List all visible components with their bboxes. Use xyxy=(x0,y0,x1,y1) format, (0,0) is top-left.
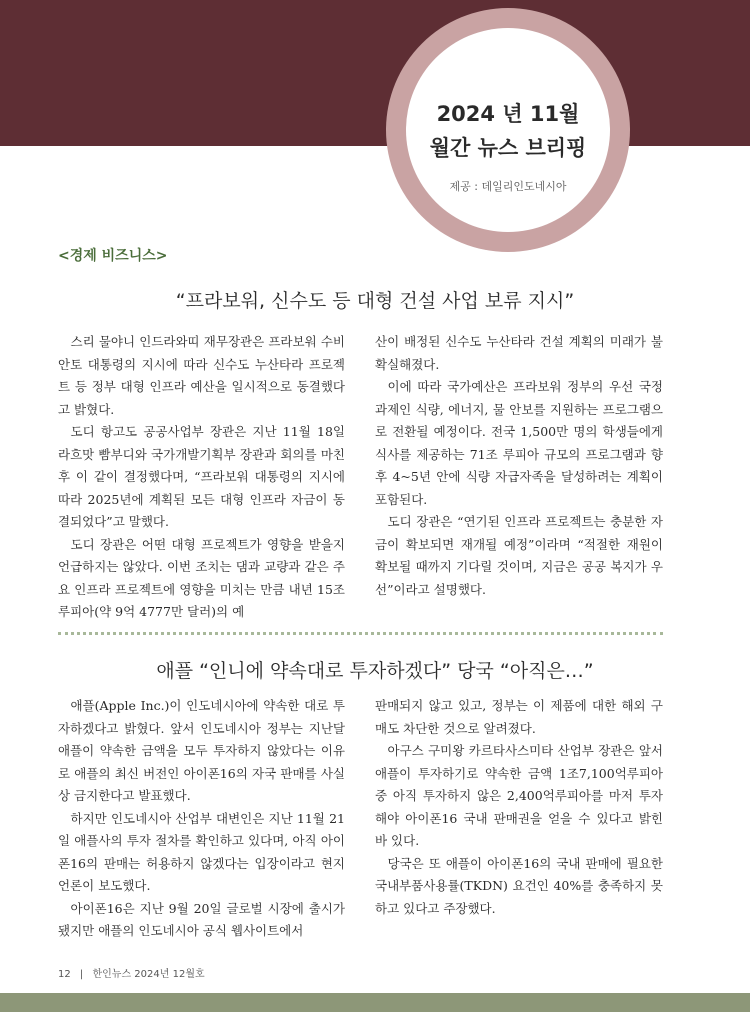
page-number: 12 xyxy=(58,969,71,980)
page-footer xyxy=(58,965,205,980)
article2-left-column xyxy=(58,695,345,943)
article2-right-column xyxy=(375,695,663,920)
article1-paragraph: 이에 따라 국가예산은 프라보워 정부의 우선 국정과제인 식량, 에너지, 물 안보를 지원하는 프로그램으로 전환될 예정이다. 전국 1,500만 명의 학생들에게 식사를 제공하는 71조 루피아 규모의 프로그램과 향후 4~5년 안에 식량 자급자족을 달성하려는 계획이 포함된다. xyxy=(375,379,663,507)
footer-separator: | xyxy=(79,969,84,980)
badge-title-line2: 월간 뉴스 브리핑 xyxy=(429,136,587,160)
article2-paragraph: 애플(Apple Inc.)이 인도네시아에 약속한 대로 투자하겠다고 밝혔다. 앞서 인도네시아 정부는 지난달 애플이 약속한 금액을 모두 투자하지 않았다는 이유로 애플의 최신 버전인 아이폰16의 자국 판매를 사실상 금지한다고 발표했다. xyxy=(58,698,345,803)
article1-paragraph: 도디 장관은 “연기된 인프라 프로젝트는 충분한 자금이 확보되면 재개될 예정”이라며 “적절한 재원이 확보될 때까지 기다릴 것이며, 지금은 공공 복지가 우선”이라고 설명했다. xyxy=(375,514,663,597)
section-divider xyxy=(58,632,663,635)
article1-paragraph: 스리 물야니 인드라와띠 재무장관은 프라보워 수비안토 대통령의 지시에 따라 신수도 누산타라 프로젝트 등 정부 대형 인프라 예산을 일시적으로 동결했다고 밝혔다. xyxy=(58,334,345,417)
footer-band xyxy=(0,993,750,1012)
article1-right-column xyxy=(375,331,663,601)
section-label: <경제 비즈니스> xyxy=(58,248,168,264)
article1-left-column xyxy=(58,331,345,624)
article1-headline: “프라보워, 신수도 등 대형 건설 사업 보류 지시” xyxy=(175,290,575,312)
article2-paragraph: 판매되지 않고 있고, 정부는 이 제품에 대한 해외 구매도 차단한 것으로 알려졌다. xyxy=(375,698,663,736)
article2-paragraph: 아이폰16은 지난 9월 20일 글로벌 시장에 출시가 됐지만 애플의 인도네시아 공식 웹사이트에서 xyxy=(58,900,345,938)
article1-paragraph: 도디 항고도 공공사업부 장관은 지난 11월 18일 라흐맛 빰부디와 국가개발기획부 장관과 회의를 마친 후 이 같이 결정했다며, “프라보워 대통령의 지시에 따라 2025년에 계획된 모든 대형 인프라 자금이 동결되었다”고 말했다. xyxy=(58,424,345,529)
publication-name: 한인뉴스 2024년 12월호 xyxy=(92,969,205,980)
article1-paragraph: 도디 장관은 어떤 대형 프로젝트가 영향을 받을지 언급하지는 않았다. 이번 조치는 댐과 교량과 같은 주요 인프라 프로젝트에 영향을 미치는 만큼 내년 15조 루피아(약 9억 4777만 달러)의 예 xyxy=(58,536,345,619)
title-badge xyxy=(406,28,610,232)
article2-paragraph: 당국은 또 애플이 아이폰16의 국내 판매에 필요한 국내부품사용률(TKDN) 요건인 40%를 충족하지 못하고 있다고 주장했다. xyxy=(375,855,663,916)
badge-source: 제공 : 데일리인도네시아 xyxy=(449,180,567,193)
article2-paragraph: 하지만 인도네시아 산업부 대변인은 지난 11월 21일 애플사의 투자 절차를 확인하고 있다며, 아직 아이폰16의 판매는 허용하지 않겠다는 입장이라고 현지 언론이 보도했다. xyxy=(58,810,345,893)
article2-paragraph: 아구스 구미왕 카르타사스미타 산업부 장관은 앞서 애플이 투자하기로 약속한 금액 1조7,100억루피아 중 아직 투자하지 않은 2,400억루피아를 마저 투자해야 아이폰16 국내 판매권을 얻을 수 있다고 밝힌 바 있다. xyxy=(375,743,663,848)
article2-headline: 애플 “인니에 약속대로 투자하겠다” 당국 “아직은…” xyxy=(156,660,594,682)
article1-paragraph: 산이 배정된 신수도 누산타라 건설 계획의 미래가 불확실해졌다. xyxy=(375,334,663,372)
badge-title-line1: 2024 년 11월 xyxy=(436,102,580,126)
header-band xyxy=(0,0,750,146)
